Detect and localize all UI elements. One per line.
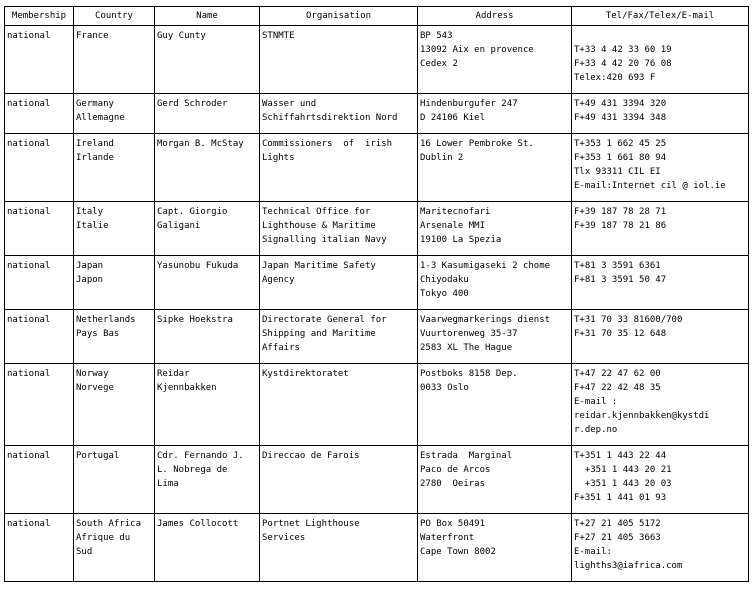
address-line: Paco de Arcos [420,465,491,475]
contact-line: F+39 187 78 21 86 [574,221,667,231]
contact-line: +351 1 443 20 03 [574,479,672,489]
membership-line: national [7,139,51,149]
cell-name [155,94,260,134]
cell-name [155,514,260,582]
country-line: France [76,31,109,41]
cell-contact [572,134,749,202]
cell-address [418,94,572,134]
contact-line: Tlx 93311 CIL EI [574,167,661,177]
country-line: Allemagne [76,113,125,123]
cell-address [418,446,572,514]
cell-contact [572,514,749,582]
cell-country [74,514,155,582]
name-line: Kjennbakken [157,383,217,393]
cell-organisation [260,446,418,514]
cell-country [74,364,155,446]
country-line: Portugal [76,451,120,461]
cell-contact [572,310,749,364]
name-line: Sipke Hoekstra [157,315,233,325]
address-line: Postboks 8158 Dep. [420,369,518,379]
cell-contact [572,202,749,256]
address-line: 19100 La Spezia [420,235,502,245]
table-row [5,256,749,310]
contact-line: F+33 4 42 20 76 08 [574,59,672,69]
organisation-line: Portnet Lighthouse [262,519,360,529]
address-line: Chiyodaku [420,275,469,285]
country-line: Germany [76,99,114,109]
cell-organisation [260,364,418,446]
address-line: Vaarwegmarkerings dienst [420,315,551,325]
contact-line: F+353 1 661 80 94 [574,153,667,163]
cell-membership [5,446,74,514]
country-line: Sud [76,547,93,557]
cell-country [74,310,155,364]
contact-line: T+351 1 443 22 44 [574,451,667,461]
address-line: Estrada Marginal [420,451,513,461]
cell-organisation [260,134,418,202]
header-organisation: Organisation [260,7,418,26]
cell-organisation [260,310,418,364]
contact-line: F+39 187 78 28 71 [574,207,667,217]
header-row [5,7,749,26]
cell-address [418,514,572,582]
cell-address [418,364,572,446]
table-row [5,310,749,364]
header-country: Country [74,7,155,26]
organisation-line: Lights [262,153,295,163]
contact-line: E-mail: [574,547,612,557]
contact-line: F+27 21 405 3663 [574,533,661,543]
table-row [5,134,749,202]
organisation-line: Agency [262,275,295,285]
organisation-line: Affairs [262,343,300,353]
country-line: Afrique du [76,533,131,543]
name-line: Guy Cunty [157,31,206,41]
cell-name [155,256,260,310]
address-line: D 24106 Kiel [420,113,486,123]
membership-line: national [7,519,51,529]
organisation-line: Directorate General for [262,315,387,325]
country-line: Norvege [76,383,114,393]
country-line: Japan [76,261,104,271]
membership-line: national [7,451,51,461]
header-name: Name [155,7,260,26]
contact-line: T+353 1 662 45 25 [574,139,667,149]
contact-line: T+27 21 405 5172 [574,519,661,529]
address-line: 2583 XL The Hague [420,343,513,353]
cell-country [74,446,155,514]
table-row [5,26,749,94]
cell-organisation [260,514,418,582]
contact-line: F+49 431 3394 348 [574,113,667,123]
cell-country [74,134,155,202]
table-row [5,446,749,514]
address-line: BP 543 [420,31,453,41]
name-line: Reidar [157,369,190,379]
cell-address [418,202,572,256]
contact-line: T+33 4 42 33 60 19 [574,45,672,55]
organisation-line: Lighthouse & Maritime [262,221,376,231]
membership-line: national [7,99,51,109]
cell-name [155,134,260,202]
contact-line: Telex:420 693 F [574,73,656,83]
organisation-line: Technical Office for [262,207,371,217]
organisation-line: Schiffahrtsdirektion Nord [262,113,398,123]
country-line: Netherlands [76,315,136,325]
cell-membership [5,514,74,582]
address-line: Hindenburgufer 247 [420,99,518,109]
country-line: Italie [76,221,109,231]
cell-name [155,446,260,514]
cell-membership [5,310,74,364]
name-line: Lima [157,479,179,489]
contact-line: F+31 70 35 12 648 [574,329,667,339]
address-line: PO Box 50491 [420,519,486,529]
name-line: Morgan B. McStay [157,139,244,149]
address-line: Vuurtorenweg 35-37 [420,329,518,339]
country-line: Japon [76,275,104,285]
contact-line: +351 1 443 20 21 [574,465,672,475]
country-line: Ireland [76,139,114,149]
cell-name [155,364,260,446]
name-line: L. Nobrega de [157,465,228,475]
country-line: Pays Bas [76,329,120,339]
contact-line: F+351 1 441 01 93 [574,493,667,503]
cell-membership [5,364,74,446]
header-contact: Tel/Fax/Telex/E-mail [572,7,749,26]
cell-membership [5,134,74,202]
country-line: Norway [76,369,109,379]
cell-name [155,310,260,364]
cell-country [74,256,155,310]
contact-line: T+47 22 47 62 00 [574,369,661,379]
membership-line: national [7,369,51,379]
cell-country [74,202,155,256]
contact-line: T+81 3 3591 6361 [574,261,661,271]
contact-line: reidar.kjennbakken@kystdi [574,411,710,421]
contact-line: F+81 3 3591 50 47 [574,275,667,285]
organisation-line: Wasser und [262,99,317,109]
table-row [5,364,749,446]
name-line: Capt. Giorgio [157,207,228,217]
organisation-line: Services [262,533,306,543]
contact-line: F+47 22 42 48 35 [574,383,661,393]
address-line: Cape Town 8002 [420,547,496,557]
address-line: 1-3 Kasumigaseki 2 chome [420,261,551,271]
cell-contact [572,256,749,310]
cell-address [418,310,572,364]
membership-line: national [7,207,51,217]
cell-contact [572,26,749,94]
cell-country [74,26,155,94]
organisation-line: Commissioners of irish [262,139,393,149]
contact-line: lighths3@iafrica.com [574,561,683,571]
cell-organisation [260,94,418,134]
header-membership: Membership [5,7,74,26]
organisation-line: Kystdirektoratet [262,369,349,379]
cell-membership [5,26,74,94]
name-line: James Collocott [157,519,239,529]
address-line: 13092 Aix en provence [420,45,534,55]
address-line: Cedex 2 [420,59,458,69]
cell-membership [5,94,74,134]
address-line: 16 Lower Pembroke St. [420,139,534,149]
contact-line: E-mail:Internet cil @ iol.ie [574,181,726,191]
cell-address [418,26,572,94]
address-line: Arsenale MMI [420,221,486,231]
membership-line: national [7,315,51,325]
contact-line: E-mail : [574,397,618,407]
address-line: 0033 Oslo [420,383,469,393]
table-row [5,202,749,256]
cell-country [74,94,155,134]
table-body [5,26,749,582]
cell-membership [5,202,74,256]
contact-line: r.dep.no [574,425,618,435]
organisation-line: Direccao de Farois [262,451,360,461]
header-address: Address [418,7,572,26]
address-line: Tokyo 400 [420,289,469,299]
address-line: 2780 Oeiras [420,479,486,489]
address-line: Dublin 2 [420,153,464,163]
contact-line: T+49 431 3394 320 [574,99,667,109]
organisation-line: Japan Maritime Safety [262,261,376,271]
cell-contact [572,446,749,514]
address-line: Maritecnofari [420,207,491,217]
table-row [5,94,749,134]
cell-name [155,202,260,256]
membership-line: national [7,31,51,41]
cell-membership [5,256,74,310]
cell-address [418,134,572,202]
cell-name [155,26,260,94]
organisation-line: Shipping and Maritime [262,329,376,339]
cell-organisation [260,202,418,256]
cell-organisation [260,26,418,94]
cell-contact [572,364,749,446]
address-line: Waterfront [420,533,475,543]
cell-contact [572,94,749,134]
cell-address [418,256,572,310]
country-line: Irlande [76,153,114,163]
contact-line: T+31 70 33 81600/700 [574,315,683,325]
name-line: Cdr. Fernando J. [157,451,244,461]
name-line: Galigani [157,221,201,231]
organisation-line: STNMTE [262,31,295,41]
country-line: South Africa [76,519,142,529]
members-table [4,6,749,582]
name-line: Yasunobu Fukuda [157,261,239,271]
cell-organisation [260,256,418,310]
name-line: Gerd Schroder [157,99,228,109]
organisation-line: Signalling italian Navy [262,235,387,245]
table-row [5,514,749,582]
membership-line: national [7,261,51,271]
country-line: Italy [76,207,104,217]
